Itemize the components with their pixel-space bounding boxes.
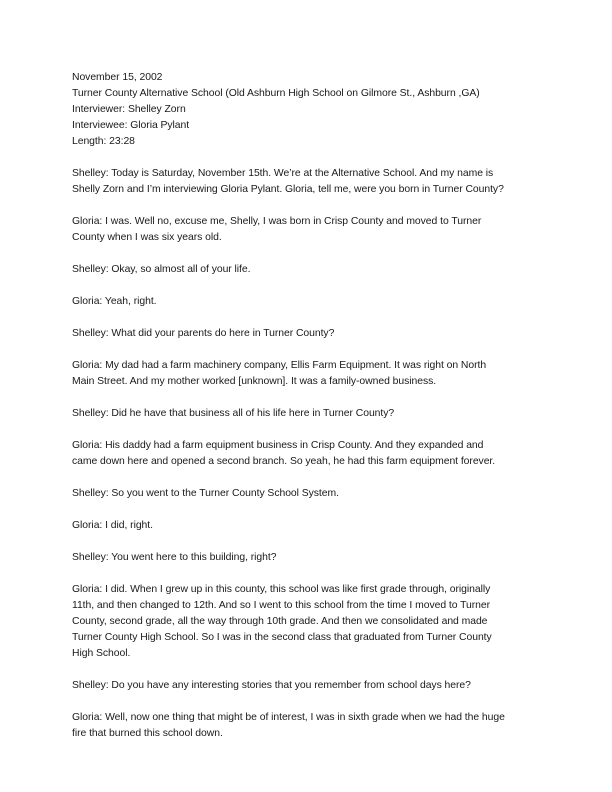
transcript-paragraph xyxy=(72,710,552,742)
transcript-paragraph xyxy=(72,326,552,342)
transcript-line: Gloria: Well, now one thing that might be of interest, I was in sixth grade when we had the huge xyxy=(72,712,505,723)
transcript-line: Shelley: Today is Saturday, November 15th. We’re at the Alternative School. And my name is xyxy=(72,168,494,179)
interview-date: November 15, 2002 xyxy=(72,72,163,83)
transcript-paragraph xyxy=(72,518,552,534)
transcript-line: Main Street. And my mother worked [unknown]. It was a family-owned business. xyxy=(72,376,437,387)
transcript-line: Shelley: Did he have that business all of his life here in Turner County? xyxy=(72,408,395,419)
transcript-line: High School. xyxy=(72,648,131,659)
transcript-paragraph xyxy=(72,166,552,198)
transcript-paragraph xyxy=(72,678,552,694)
transcript-line: Turner County High School. So I was in the second class that graduated from Turner County xyxy=(72,632,492,643)
transcript-line: County when I was six years old. xyxy=(72,232,222,243)
transcript-line: came down here and opened a second branch. So yeah, he had this farm equipment forever. xyxy=(72,456,496,467)
transcript-line: Gloria: His daddy had a farm equipment business in Crisp County. And they expanded and xyxy=(72,440,484,451)
transcript-paragraph xyxy=(72,406,552,422)
transcript-line: Gloria: I was. Well no, excuse me, Shelly, I was born in Crisp County and moved to Turner xyxy=(72,216,482,227)
transcript-paragraph xyxy=(72,486,552,502)
transcript-line: Shelley: Do you have any interesting stories that you remember from school days here? xyxy=(72,680,471,691)
transcript-line: Gloria: I did. When I grew up in this county, this school was like first grade through, originally xyxy=(72,584,491,595)
transcript-paragraph xyxy=(72,582,552,662)
transcript-line: Shelley: You went here to this building, right? xyxy=(72,552,277,563)
transcript-paragraph xyxy=(72,262,552,278)
document-header xyxy=(72,70,552,150)
transcript-line: Shelly Zorn and I’m interviewing Gloria Pylant. Gloria, tell me, were you born in Turner County? xyxy=(72,184,504,195)
transcript-line: Gloria: Yeah, right. xyxy=(72,296,157,307)
transcript-paragraph xyxy=(72,358,552,390)
transcript-line: fire that burned this school down. xyxy=(72,728,223,739)
interviewer-name: Interviewer: Shelley Zorn xyxy=(72,104,186,115)
transcript-paragraph xyxy=(72,550,552,566)
transcript-line: Gloria: My dad had a farm machinery company, Ellis Farm Equipment. It was right on North xyxy=(72,360,487,371)
transcript-paragraph xyxy=(72,214,552,246)
transcript-paragraph xyxy=(72,294,552,310)
transcript-line: Shelley: What did your parents do here in Turner County? xyxy=(72,328,335,339)
transcript-line: Shelley: Okay, so almost all of your life. xyxy=(72,264,251,275)
interview-length: Length: 23:28 xyxy=(72,136,135,147)
interviewee-name: Interviewee: Gloria Pylant xyxy=(72,120,190,131)
transcript-line: Gloria: I did, right. xyxy=(72,520,153,531)
transcript-line: Shelley: So you went to the Turner County School System. xyxy=(72,488,339,499)
interview-location: Turner County Alternative School (Old Ashburn High School on Gilmore St., Ashburn ,GA) xyxy=(72,88,480,99)
transcript-body xyxy=(72,166,552,742)
transcript-line: County, second grade, all the way through 10th grade. And then we consolidated and made xyxy=(72,616,488,627)
transcript-paragraph xyxy=(72,438,552,470)
transcript-page xyxy=(72,70,552,742)
transcript-line: 11th, and then changed to 12th. And so I went to this school from the time I moved to Turner xyxy=(72,600,491,611)
